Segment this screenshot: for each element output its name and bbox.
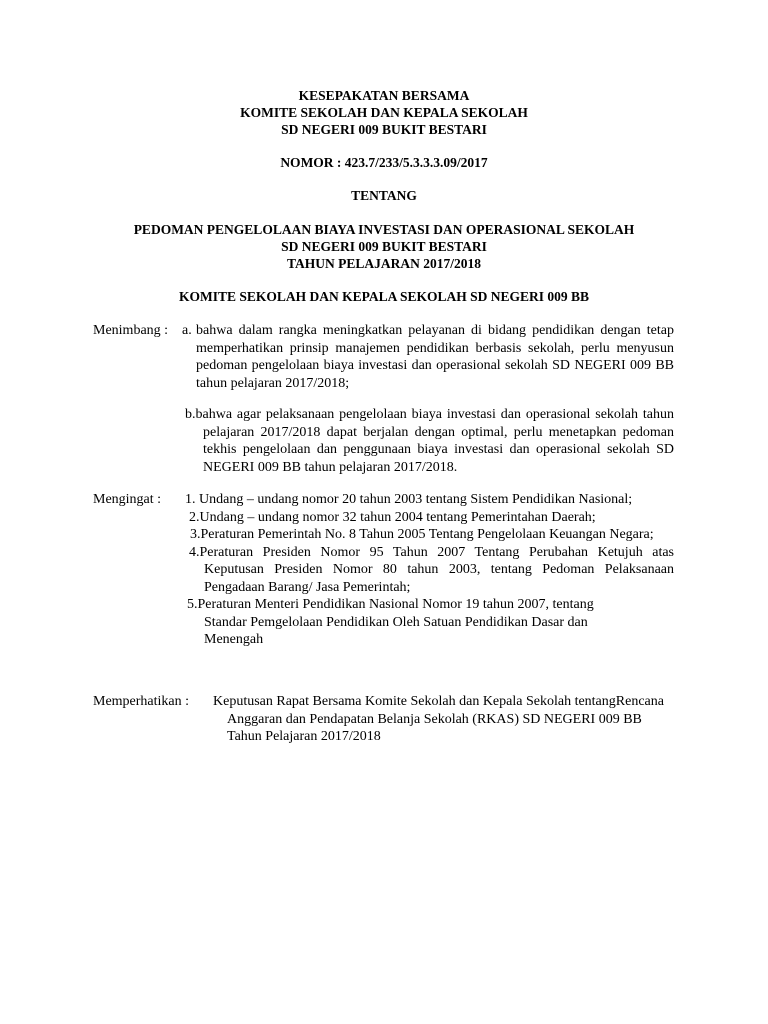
mengingat-item-5: 5.Peraturan Menteri Pendidikan Nasional Nomor 19 tahun 2007, tentang Standar Pemgelolaan Pendidikan Oleh Satuan Pendidikan Dasar dan Menengah	[187, 597, 594, 647]
doc-title-line3: SD NEGERI 009 BUKIT BESTARI	[281, 122, 487, 137]
parties-heading: KOMITE SEKOLAH DAN KEPALA SEKOLAH SD NEGERI 009 BB	[178, 289, 590, 304]
mengingat-label: Mengingat :	[93, 492, 162, 507]
mengingat-item-3: 3.Peraturan Pemerintah No. 8 Tahun 2005 Tentang Pengelolaan Keuangan Negara;	[190, 527, 654, 542]
mengingat-list	[185, 491, 674, 649]
memperhatikan-text: Keputusan Rapat Bersama Komite Sekolah dan Kepala Sekolah tentangRencana Anggaran dan Pendapatan Belanja Sekolah (RKAS) SD NEGERI 009 BB Tahun Pelajaran 2017/2018	[213, 694, 664, 744]
mengingat-item-2: 2.Undang – undang nomor 32 tahun 2004 tentang Pemerintahan Daerah;	[189, 509, 596, 525]
menimbang-label: Menimbang :	[93, 323, 169, 338]
mengingat-item-1: 1. Undang – undang nomor 20 tahun 2003 tentang Sistem Pendidikan Nasional;	[185, 492, 633, 507]
doc-number: NOMOR : 423.7/233/5.3.3.3.09/2017	[280, 155, 488, 170]
menimbang-item-a-wrap	[196, 322, 674, 392]
menimbang-item-b: b.bahwa agar pelaksanaan pengelolaan biaya investasi dan operasional sekolah tahun pelajaran 2017/2018 dapat berjalan dengan optimal, perlu menetapkan pedoman tekhis pengelolaan dan penggunaan biaya investasi dan operasional sekolah SD NEGERI 009 BB tahun pelajaran 2017/2018.	[185, 407, 674, 475]
memperhatikan-label: Memperhatikan :	[93, 694, 190, 709]
subject-line2: SD NEGERI 009 BUKIT BESTARI	[281, 239, 487, 254]
doc-title-line1: KESEPAKATAN BERSAMA	[298, 88, 470, 103]
subject-line1: PEDOMAN PENGELOLAAN BIAYA INVESTASI DAN OPERASIONAL SEKOLAH	[133, 222, 635, 237]
doc-title-line2: KOMITE SEKOLAH DAN KEPALA SEKOLAH	[240, 105, 528, 120]
mengingat-item-4: 4.Peraturan Presiden Nomor 95 Tahun 2007 Tentang Perubahan Ketujuh atas Keputusan Presiden Nomor 80 tahun 2003, tentang Pedoman Pelaksanaan Pengadaan Barang/ Jasa Pemerintah;	[189, 544, 674, 595]
subject-line3: TAHUN PELAJARAN 2017/2018	[286, 256, 481, 271]
tentang-heading: TENTANG	[351, 188, 417, 203]
menimbang-item-a-prefix: a.	[182, 323, 192, 338]
menimbang-item-a: bahwa dalam rangka meningkatkan pelayanan di bidang pendidikan dengan tetap memperhatikan prinsip manajemen pendidikan berbasis sekolah, perlu menyusun pedoman pengelolaan biaya investasi dan operasional sekolah SD NEGERI 009 BB tahun pelajaran 2017/2018;	[196, 323, 674, 391]
